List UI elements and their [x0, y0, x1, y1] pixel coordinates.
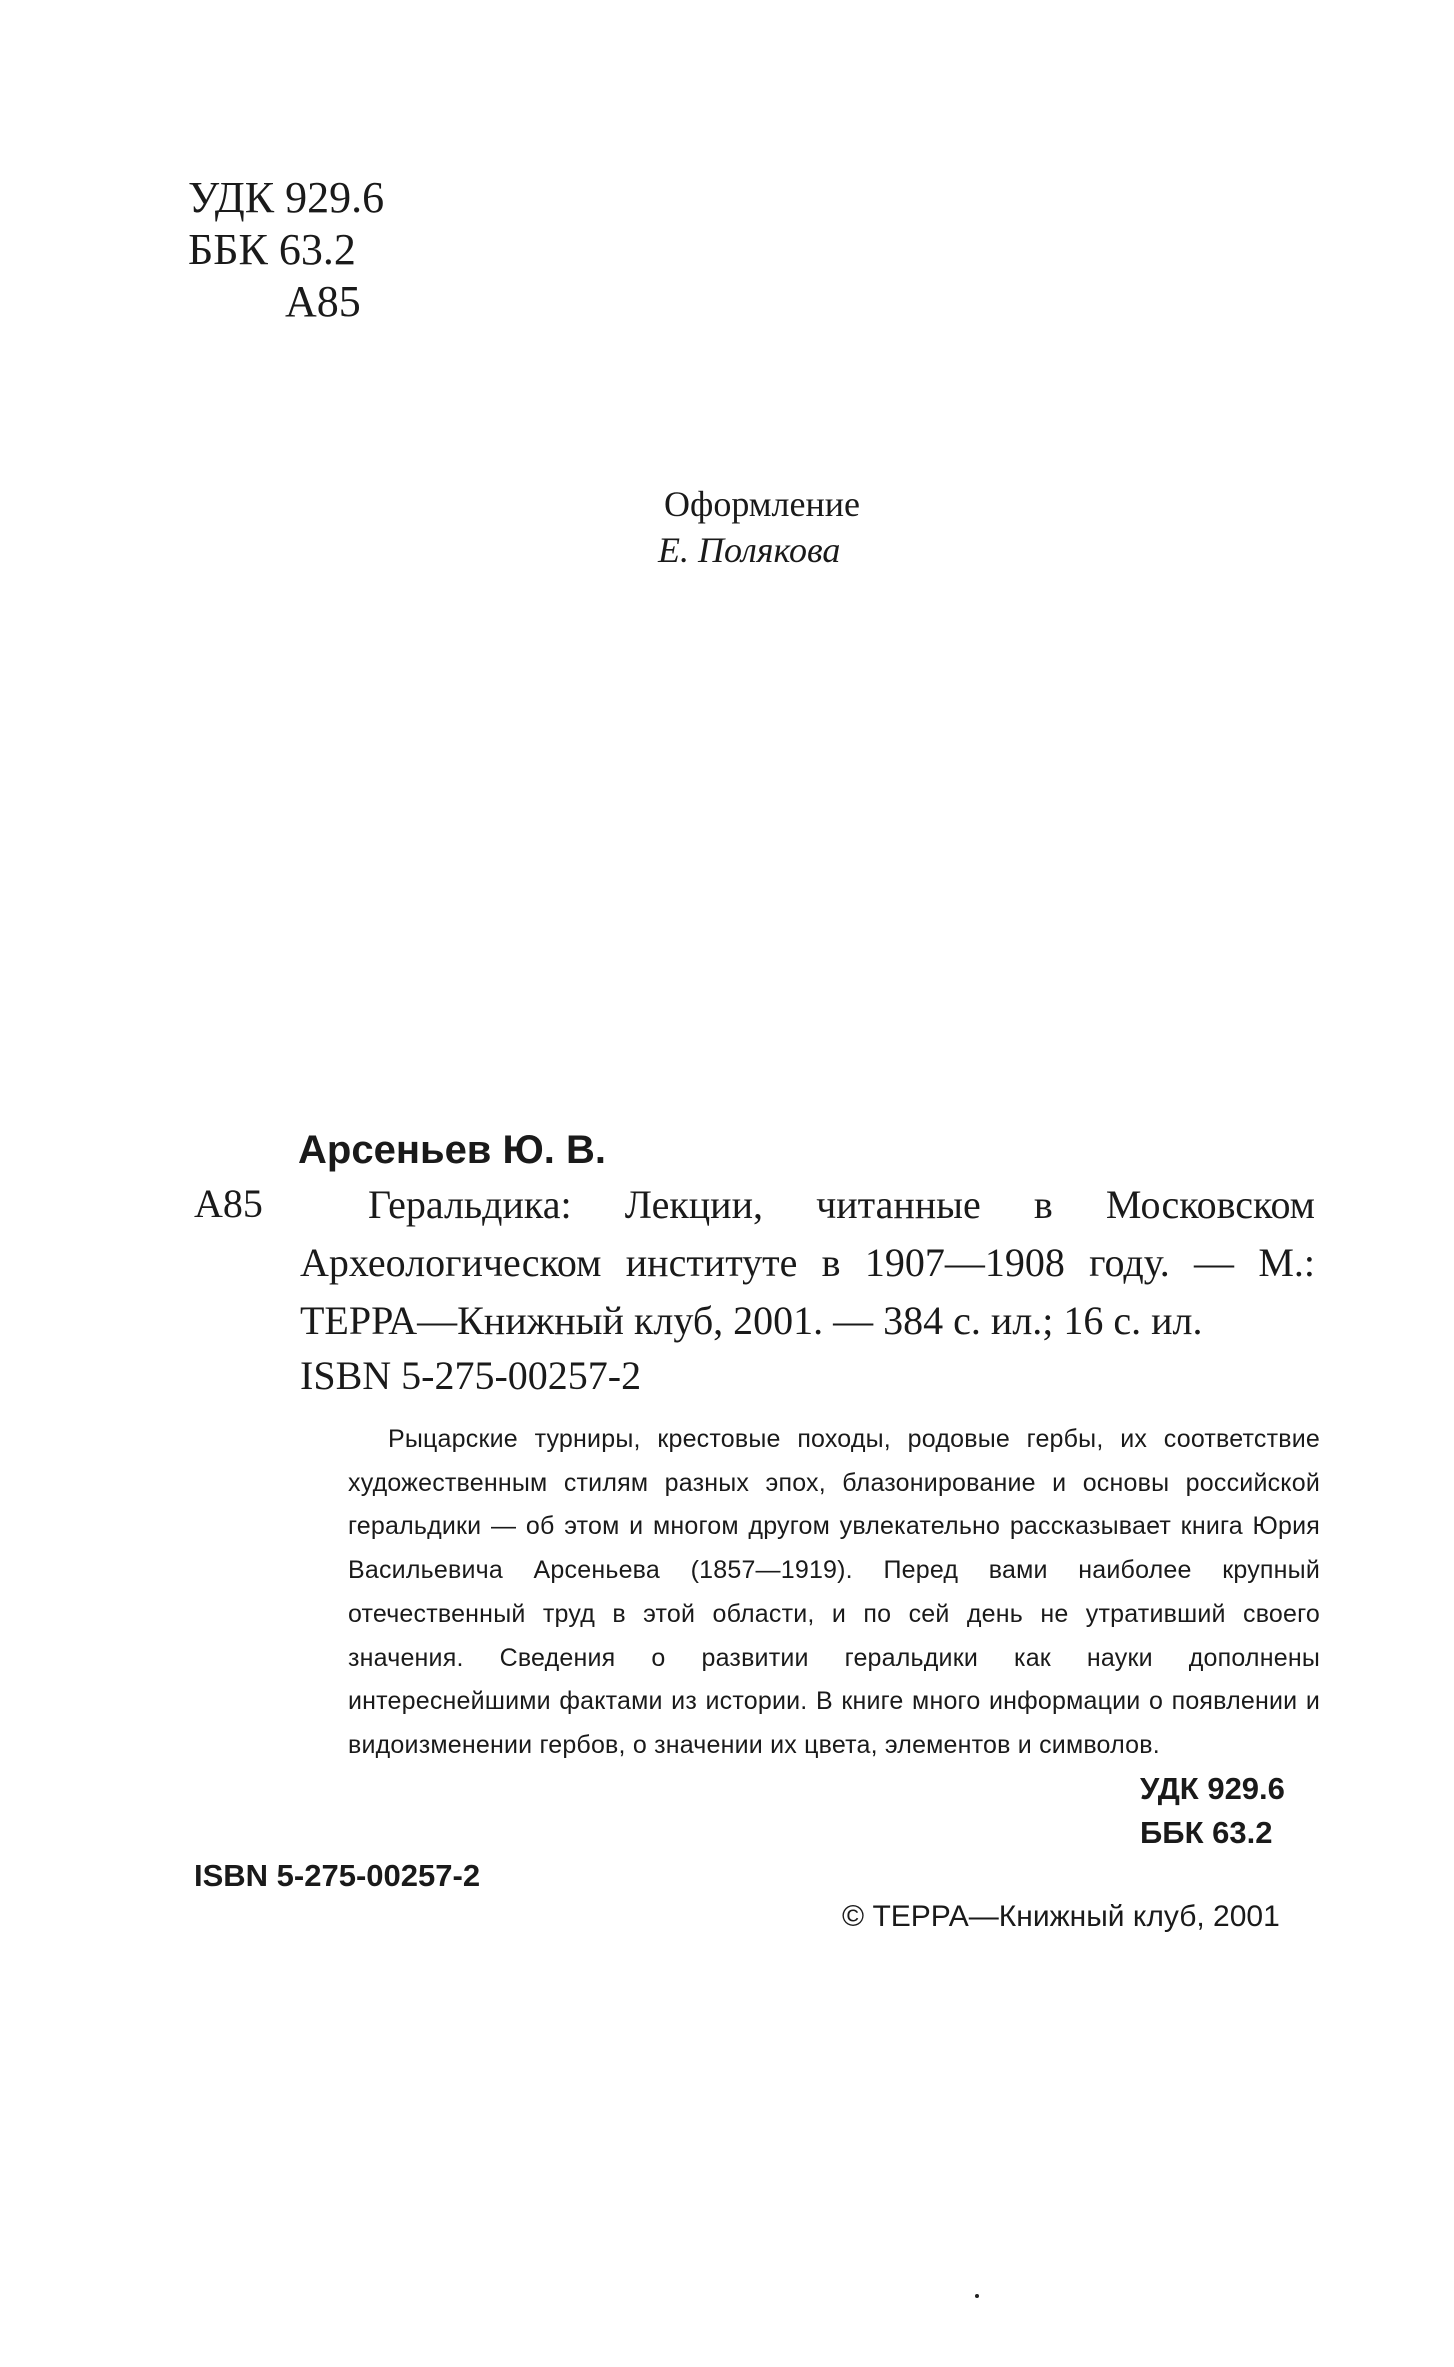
- udk-code: УДК 929.6: [188, 173, 385, 222]
- footer-bbk: ББК 63.2: [1140, 1815, 1273, 1850]
- annotation-paragraph: Рыцарские турниры, крестовые походы, родовые гербы, их соответствие художественным стилям разных эпох, блазонирование и основы российской геральдики — об этом и многом другом увлекательно рассказывает книга Юрия Васильевича Арсеньева (1857—1919). Перед вами наиболее крупный отечественный труд в этой области, и по сей день не утративший своего значения. Сведения о развитии геральдики как науки дополнены интереснейшими фактами из истории. В книге много информации о появлении и видоизменении гербов, о значении их цвета, элементов и символов.: [348, 1425, 1320, 1759]
- design-credit-label: Оформление: [664, 484, 861, 524]
- entry-isbn: ISBN 5-275-00257-2: [300, 1353, 642, 1398]
- footer-udk: УДК 929.6: [1140, 1771, 1285, 1806]
- author-mark: А85: [285, 277, 361, 326]
- footer-isbn: ISBN 5-275-00257-2: [194, 1858, 481, 1893]
- entry-description: Геральдика: Лекции, читанные в Московском Археологическом институте в 1907—1908 году. — М.: ТЕРРА—Книжный клуб, 2001. — 384 с. ил.; 16 с. ил.: [300, 1182, 1315, 1343]
- copyright-line: © ТЕРРА—Книжный клуб, 2001: [842, 1900, 1280, 1933]
- bbk-code: ББК 63.2: [188, 225, 356, 274]
- print-speck: [975, 2294, 979, 2298]
- entry-author: Арсеньев Ю. В.: [298, 1128, 606, 1172]
- design-credit-name: Е. Полякова: [658, 530, 841, 570]
- entry-author-mark: А85: [194, 1181, 263, 1226]
